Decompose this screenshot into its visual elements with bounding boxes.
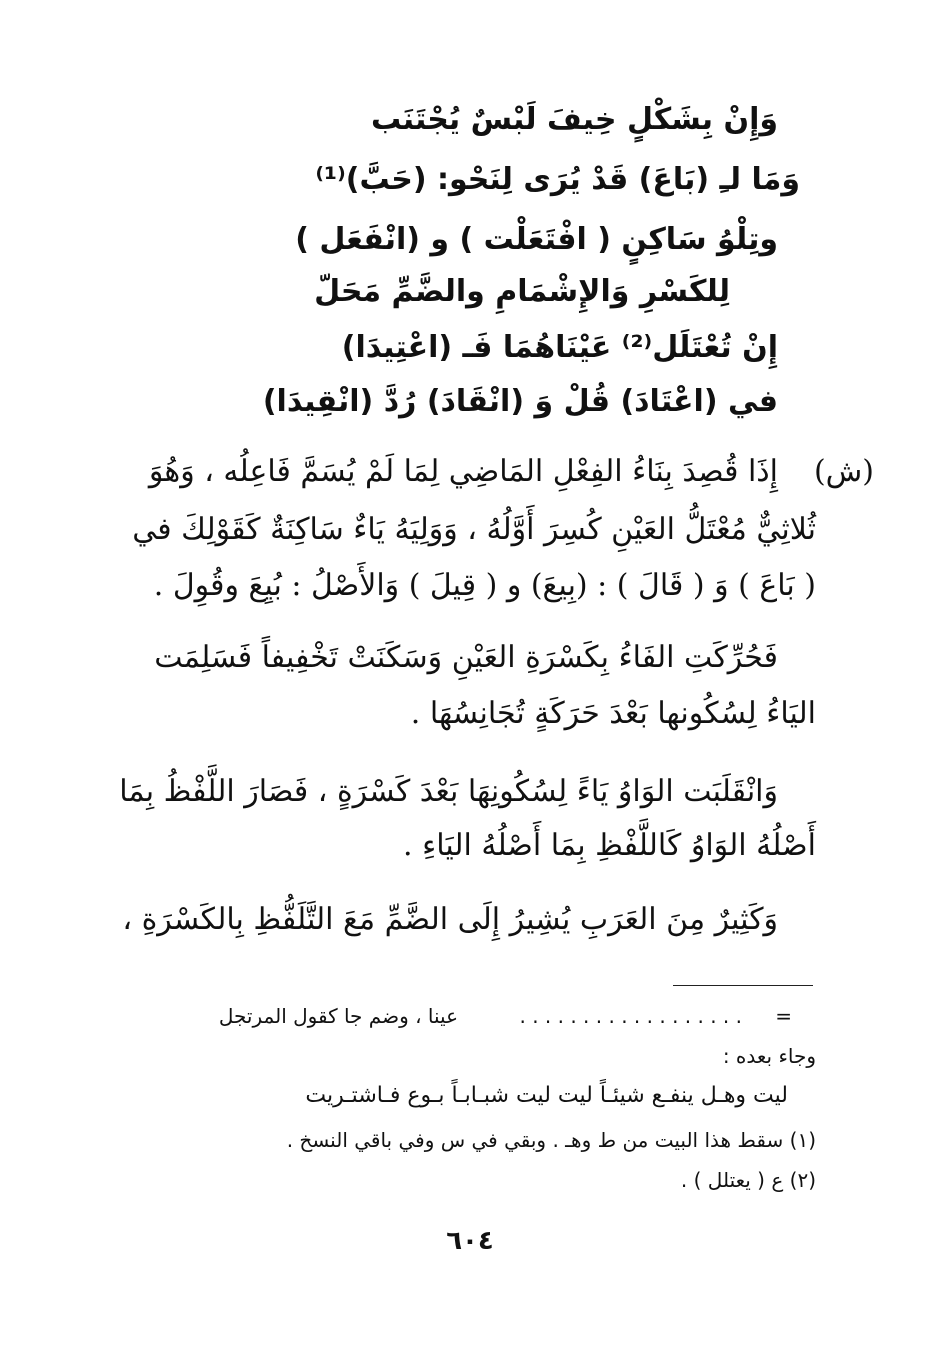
prose-line-3: ( بَاعَ ) وَ ( قَالَ ) : (بِيعَ) و ( قِيلَ ) وَالأَصْلُ : بُيِعَ وقُوِلَ . [153, 568, 816, 603]
prose-line-7: أَصْلُهُ الوَاوُ كَاللَّفْظِ بِمَا أَصْلُهُ اليَاءِ . [403, 828, 816, 863]
prose-line-4: فَحُرِّكَتِ الفَاءُ بِكَسْرَةِ العَيْنِ وَسَكَنَتْ تَخْفِيفاً فَسَلِمَت [154, 640, 778, 675]
prose-line-2: ثُلاثِيٌّ مُعْتَلُّ العَيْنِ كُسِرَ أَوَّلُهُ ، وَوَلِيَهُ يَاءٌ سَاكِنَةٌ كَقَوْلِكَ في [132, 512, 816, 547]
verse-line-1: وَإِنْ بِشَكْلٍ خِيفَ لَبْسٌ يُجْتَنَب [371, 102, 778, 137]
commentary-marker: (ش) [813, 454, 874, 489]
footnote-1: (١) سقط هذا البيت من ط وهـ . وبقي في س وفي باقي النسخ . [286, 1128, 816, 1152]
verse-line-4: لِلكَسْرِ وَالإِشْمَامِ والضَّمِّ مَحَلّ [314, 274, 730, 309]
prose-line-1: إِذَا قُصِدَ بِنَاءُ الفِعْلِ المَاضِي لِمَا لَمْ يُسَمَّ فَاعِلُه ، وَهُوَ [148, 454, 778, 489]
page-number: ٦٠٤ [446, 1226, 494, 1256]
verse-line-2: وَمَا لـِ (بَاعَ) قَدْ يُرَى لِنَحْو: (حَبَّ)⁽¹⁾ [315, 162, 800, 197]
footnote-separator [673, 985, 813, 986]
footnote-2: (٢) ع ( يعتلل ) . [680, 1168, 816, 1192]
footnote-continuation-text: عينا ، وضم جا كقول المرتجل [218, 1004, 458, 1028]
footnote-line-after: وجاء بعده : [722, 1044, 816, 1068]
verse-line-6: في (اعْتَادَ) قُلْ وَ (انْقَادَ) رُدَّ (انْقِيدَا) [262, 384, 778, 419]
footnote-continuation-dots: . . . . . . . . . . . . . . . . . . [519, 1004, 742, 1028]
footnote-continuation-mark: = [775, 1004, 792, 1028]
prose-line-8: وَكَثِيرٌ مِنَ العَرَبِ يُشِيرُ إِلَى الضَّمِّ مَعَ التَّلَفُّظِ بِالكَسْرَةِ ، [122, 902, 778, 937]
verse-line-3: وتِلْوُ سَاكِنٍ ( افْتَعَلْت ) و (انْفَعَل ) [295, 222, 778, 257]
prose-line-6: وَانْقَلَبَت الوَاوُ يَاءً لِسُكُونِهَا بَعْدَ كَسْرَةٍ ، فَصَارَ اللَّفْظُ بِمَا [119, 774, 778, 809]
footnote-quoted-verse: ليت وهـل ينفـع شيئـاً ليت ليت شبـابـاً بـوع فـاشتـريت [305, 1083, 788, 1108]
verse-line-5: إِنْ تُعْتَلَل⁽²⁾ عَيْنَاهُمَا فَـ (اعْتِيدَا) [341, 330, 778, 365]
prose-line-5: اليَاءُ لِسُكُونها بَعْدَ حَرَكَةٍ تُجَانِسُهَا . [410, 696, 816, 731]
